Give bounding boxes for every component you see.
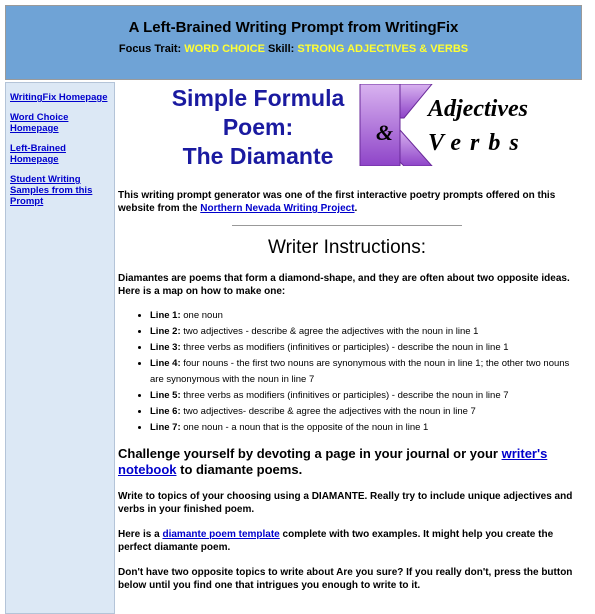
topics-paragraph: Write to topics of your choosing using a DIAMANTE. Really try to include unique adjectives and verbs in your finished poem. bbox=[118, 491, 573, 515]
list-item: • Line 4: four nouns - the first two nouns are synonymous with the noun in line 1; the other two nouns are synonymous with the noun in line 7 bbox=[150, 356, 576, 388]
logo-word-verbs: Verbs bbox=[428, 130, 528, 156]
page-title bbox=[118, 84, 398, 171]
skill-label: Skill: bbox=[268, 43, 295, 55]
divider bbox=[232, 225, 462, 226]
sidebar-link-writingfix-home[interactable]: WritingFix Homepage bbox=[10, 92, 108, 103]
main-content bbox=[118, 82, 576, 592]
title-line-3: The Diamante bbox=[182, 143, 334, 169]
diamante-template-link[interactable]: diamante poem template bbox=[162, 529, 280, 540]
list-item: • Line 5: three verbs as modifiers (infinitives or participles) - describe the noun in line 7 bbox=[150, 388, 576, 404]
logo-ampersand: & bbox=[376, 120, 394, 145]
sidebar-link-student-samples[interactable]: Student Writing Samples from this Prompt bbox=[10, 174, 93, 207]
writers-notebook-link[interactable]: writer's notebook bbox=[118, 446, 548, 477]
intro-end: . bbox=[354, 203, 358, 214]
challenge-paragraph: Challenge yourself by devoting a page in your journal or your writer's notebook to diamante poems. bbox=[118, 446, 548, 477]
header-title: A Left-Brained Writing Prompt from WritingFix bbox=[128, 19, 459, 36]
sidebar-link-word-choice-home[interactable]: Word Choice Homepage bbox=[10, 112, 69, 134]
opposite-topics-paragraph: Don't have two opposite topics to write about Are you sure? If you really don't, press the button below until you find one that intrigues you enough to write to it. bbox=[118, 567, 573, 591]
focus-value: WORD CHOICE bbox=[184, 43, 265, 55]
list-item: • Line 3: three verbs as modifiers (infinitives or participles) - describe the noun in line 1 bbox=[150, 340, 576, 356]
template-paragraph: Here is a diamante poem template complete with two examples. It might help you create the perfect diamante poem. bbox=[118, 529, 554, 553]
intro-paragraph bbox=[118, 189, 576, 215]
title-line-2: Poem: bbox=[222, 114, 294, 140]
sidebar-link-left-brained-home[interactable]: Left-Brained Homepage bbox=[10, 143, 66, 165]
title-line-1: Simple Formula bbox=[171, 85, 345, 111]
list-item: • Line 6: two adjectives- describe & agree the adjectives with the noun in line 7 bbox=[150, 404, 576, 420]
focus-label: Focus Trait: bbox=[118, 43, 182, 55]
list-item: • Line 1: one noun bbox=[150, 308, 576, 324]
adjectives-verbs-logo bbox=[358, 84, 574, 166]
intro-text: This writing prompt generator was one of the first interactive poetry prompts offered on this website from the bbox=[118, 190, 556, 214]
list-item: • Line 7: one noun - a noun that is the opposite of the noun in line 1 bbox=[150, 420, 576, 436]
skill-value: STRONG ADJECTIVES & VERBS bbox=[297, 43, 469, 55]
header-subtitle bbox=[6, 43, 581, 55]
list-item: • Line 2: two adjectives - describe & agree the adjectives with the noun in line 1 bbox=[150, 324, 576, 340]
instructions-heading: Writer Instructions: bbox=[267, 237, 427, 258]
nnwp-link[interactable]: Northern Nevada Writing Project bbox=[200, 203, 355, 214]
logo-word-adjectives: Adjectives bbox=[428, 96, 528, 122]
sidebar-nav bbox=[5, 82, 115, 614]
hero bbox=[118, 82, 576, 182]
page-header bbox=[5, 5, 582, 80]
line-list bbox=[118, 308, 576, 436]
diamante-description: Diamantes are poems that form a diamond-shape, and they are often about two opposite ideas. Here is a map on how to make one: bbox=[118, 273, 570, 297]
